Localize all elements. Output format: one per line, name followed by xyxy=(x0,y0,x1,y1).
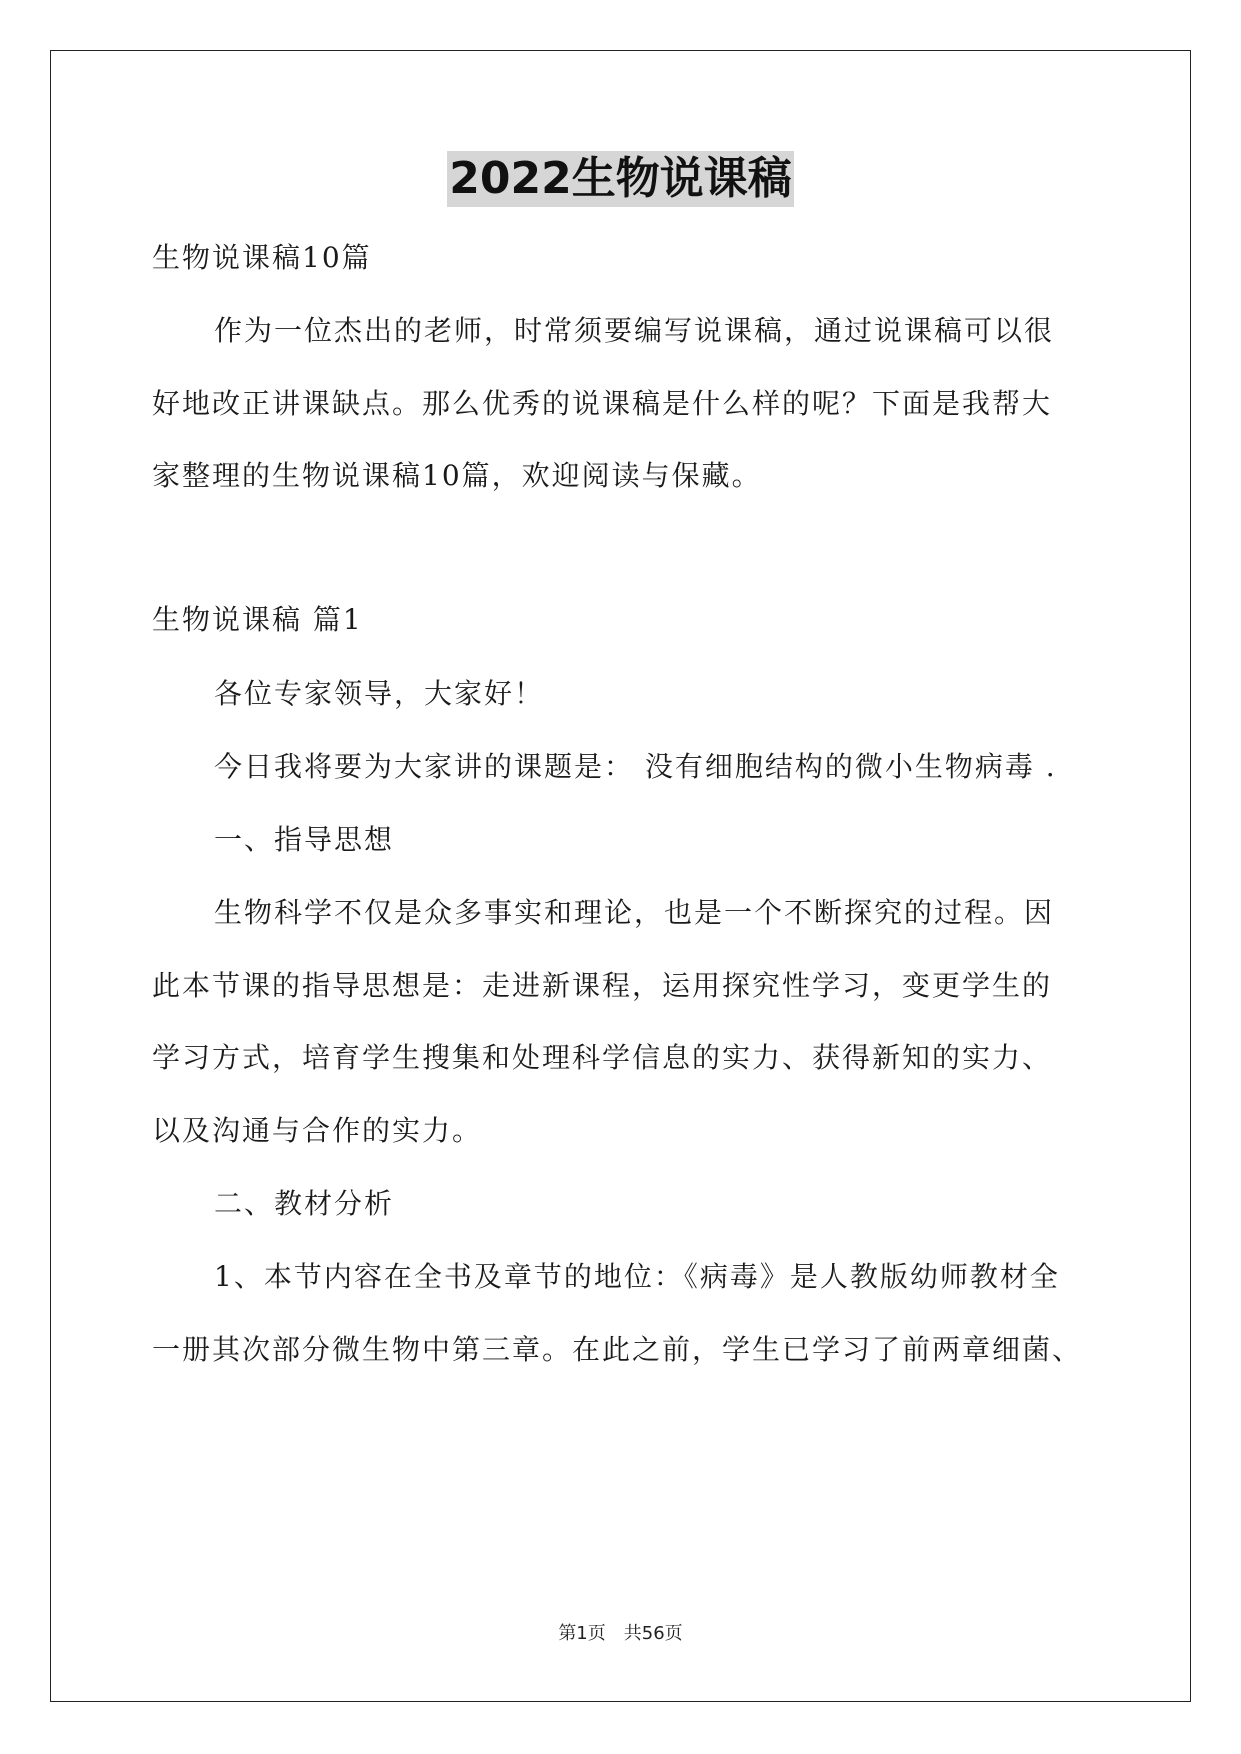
subsection-heading: 二、教材分析 xyxy=(214,1187,395,1220)
paragraph-line: 今日我将要为大家讲的课题是： 没有细胞结构的微小生物病毒 . xyxy=(214,750,1057,783)
document-title: 2022生物说课稿 xyxy=(447,151,793,207)
page-total: 共56页 xyxy=(623,1623,683,1644)
paragraph-line: 学习方式，培育学生搜集和处理科学信息的实力、获得新知的实力、 xyxy=(152,1041,1053,1074)
subtitle-line: 生物说课稿10篇 xyxy=(152,241,372,274)
page-footer xyxy=(0,1622,1241,1646)
subsection-heading: 一、指导思想 xyxy=(214,823,395,856)
section-heading: 生物说课稿 篇1 xyxy=(152,603,363,636)
paragraph-line: 一册其次部分微生物中第三章。在此之前，学生已学习了前两章细菌、 xyxy=(152,1333,1083,1366)
paragraph-line: 好地改正讲课缺点。那么优秀的说课稿是什么样的呢？下面是我帮大 xyxy=(152,387,1053,420)
page-number: 第1页 xyxy=(558,1623,606,1644)
page-border xyxy=(50,50,1191,1702)
title-container xyxy=(0,151,1241,207)
paragraph-line: 各位专家领导，大家好！ xyxy=(214,677,545,710)
paragraph-line: 1、本节内容在全书及章节的地位：《病毒》是人教版幼师教材全 xyxy=(214,1260,1060,1293)
paragraph-line: 家整理的生物说课稿10篇，欢迎阅读与保藏。 xyxy=(152,459,762,492)
paragraph-line: 此本节课的指导思想是：走进新课程，运用探究性学习，变更学生的 xyxy=(152,969,1053,1002)
paragraph-line: 作为一位杰出的老师，时常须要编写说课稿，通过说课稿可以很 xyxy=(214,314,1055,347)
paragraph-line: 生物科学不仅是众多事实和理论，也是一个不断探究的过程。因 xyxy=(214,896,1055,929)
paragraph-line: 以及沟通与合作的实力。 xyxy=(152,1114,483,1147)
